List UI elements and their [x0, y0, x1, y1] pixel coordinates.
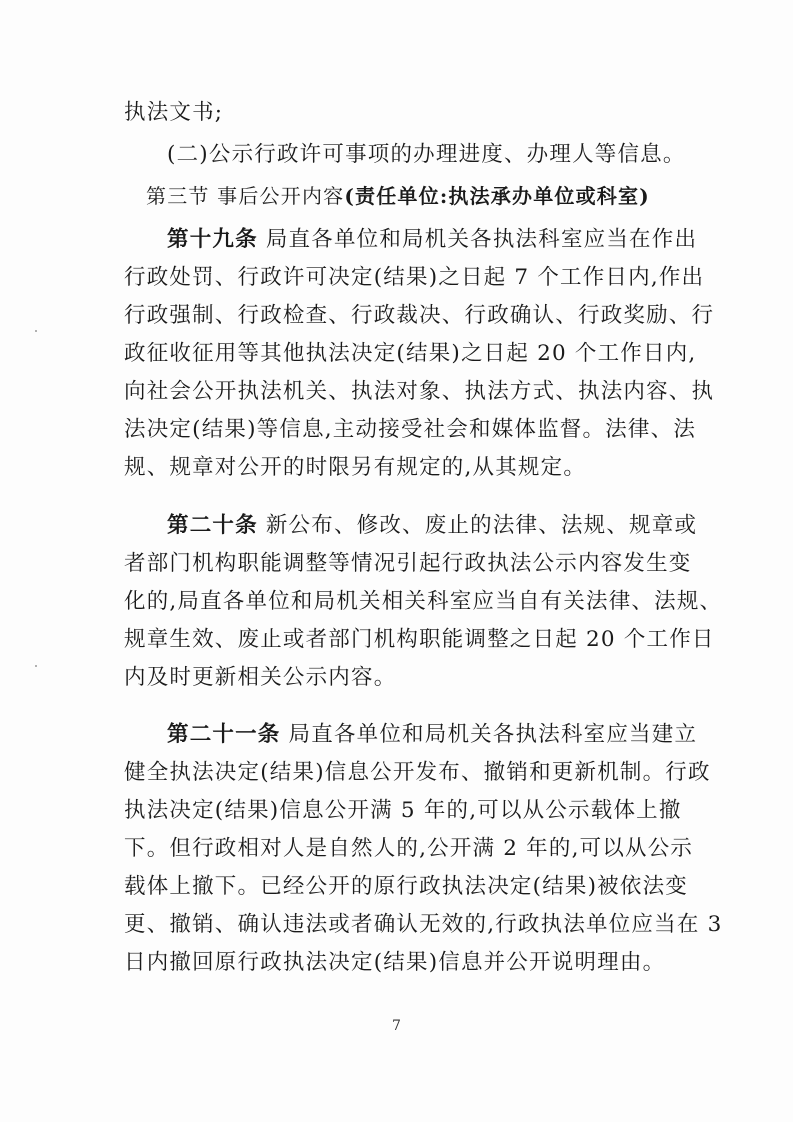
text-line: 更、撤销、确认违法或者确认无效的,行政执法单位应当在 3 [124, 912, 723, 937]
text-line: 行政强制、行政检查、行政裁决、行政确认、行政奖励、行 [124, 303, 715, 328]
text-line: 向社会公开执法机关、执法对象、执法方式、执法内容、执 [124, 379, 715, 404]
article-label: 第十九条 [167, 227, 258, 252]
paragraph-continuation [124, 94, 696, 132]
text-line: 健全执法决定(结果)信息公开发布、撤销和更新机制。行政 [124, 760, 711, 785]
article-19 [124, 221, 715, 487]
scan-speck [35, 665, 37, 667]
text-line: 行政处罚、行政许可决定(结果)之日起 7 个工作日内,作出 [124, 265, 705, 290]
text-line: 执法文书; [124, 100, 224, 125]
article-label: 第二十条 [167, 513, 258, 538]
text-line: 者部门机构职能调整等情况引起行政执法公示内容发生变 [124, 551, 692, 576]
paragraph-item-2 [124, 136, 696, 174]
article-text: 局直各单位和局机关各执法科室应当在作出 [257, 227, 698, 252]
text-line: 执法决定(结果)信息公开满 5 年的,可以从公示载体上撤 [124, 798, 682, 823]
text-line: (二)公示行政许可事项的办理进度、办理人等信息。 [167, 142, 686, 167]
text-line: 规、规章对公开的时限另有规定的,从其规定。 [124, 455, 587, 480]
text-line: 法决定(结果)等信息,主动接受社会和媒体监督。法律、法 [124, 417, 697, 442]
article-text: 局直各单位和局机关各执法科室应当建立 [280, 722, 698, 747]
text-line: 下。但行政相对人是自然人的,公开满 2 年的,可以从公示 [124, 836, 694, 861]
scan-speck [35, 330, 37, 332]
section-title: 第三节 事后公开内容 [146, 184, 345, 208]
section-heading [146, 177, 650, 215]
article-20 [124, 507, 723, 697]
text-line: 日内撤回原行政执法决定(结果)信息并公开说明理由。 [124, 950, 666, 975]
text-line: 载体上撤下。已经公开的原行政执法决定(结果)被依法变 [124, 874, 688, 899]
text-line: 内及时更新相关公示内容。 [124, 665, 397, 690]
text-line: 化的,局直各单位和局机关相关科室应当自有关法律、法规、 [124, 589, 723, 614]
page-number: 7 [392, 1018, 401, 1034]
section-responsibility: (责任单位:执法承办单位或科室) [344, 184, 650, 208]
text-line [124, 221, 696, 259]
text-line: 政征收征用等其他执法决定(结果)之日起 20 个工作日内, [124, 341, 697, 366]
text-line: 规章生效、废止或者部门机构职能调整之日起 20 个工作日 [124, 627, 715, 652]
text-line [124, 507, 696, 545]
article-21 [124, 716, 723, 982]
article-text: 新公布、修改、废止的法律、法规、规章或 [257, 513, 698, 538]
article-label: 第二十一条 [167, 722, 281, 747]
text-line [124, 716, 696, 754]
